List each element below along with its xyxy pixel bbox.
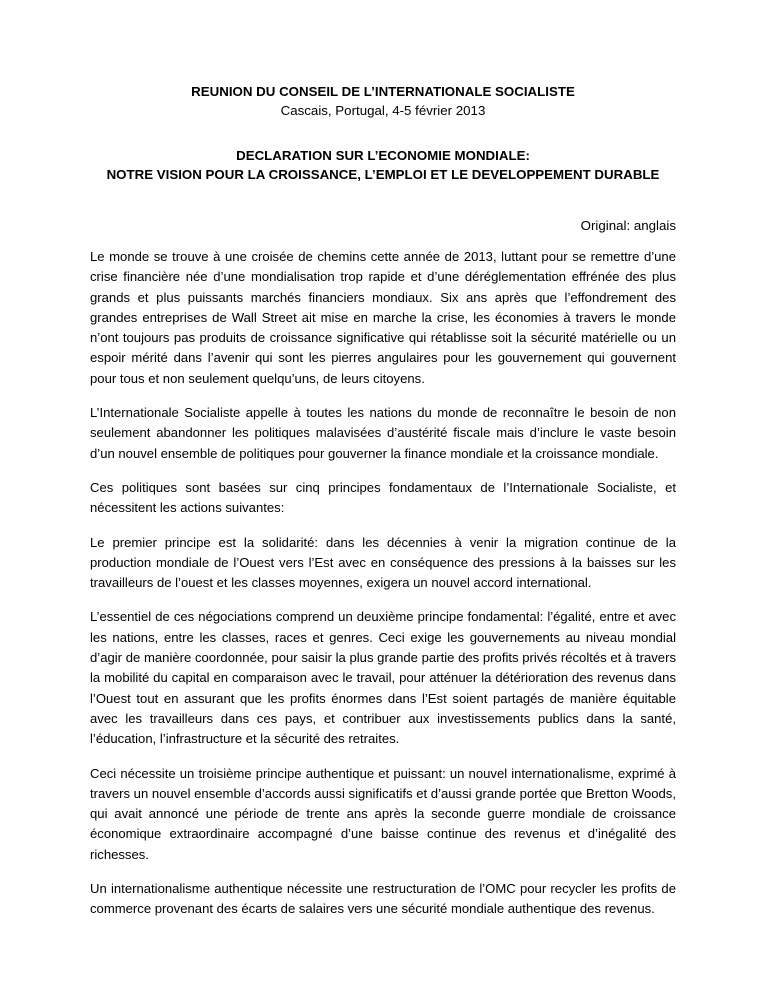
declaration-title-line-1: DECLARATION SUR L’ECONOMIE MONDIALE:: [236, 148, 530, 163]
meeting-header: [90, 82, 676, 120]
original-language-note: Original: anglais: [580, 218, 676, 233]
paragraph: Le premier principe est la solidarité: dans les décennies à venir la migration continue de la production mondiale de l’Ouest vers l’Est avec en conséquence des pressions à la baisses sur les travailleurs de l’ouest et les classes moyennes, exigera un nouvel accord international.: [90, 534, 676, 591]
paragraph: Ces politiques sont basées sur cinq principes fondamentaux de l’Internationale Socialiste, et nécessitent les actions suivantes:: [90, 479, 676, 516]
meeting-title: REUNION DU CONSEIL DE L’INTERNATIONALE SOCIALISTE: [191, 84, 575, 99]
paragraph: Ceci nécessite un troisième principe authentique et puissant: un nouvel internationalisme, exprimé à travers un nouvel ensemble d’accords aussi significatifs et d’aussi grande portée que Bretton Woods, qui avait annoncé une période de trente ans après la seconde guerre mondiale de croissance économique extraordinaire accompagné d’une baisse continue des revenus et d’inégalité des richesses.: [90, 765, 676, 862]
declaration-title: [90, 146, 676, 184]
paragraph: Le monde se trouve à une croisée de chemins cette année de 2013, luttant pour se remettre d’une crise financière née d’une mondialisation trop rapide et d’une déréglementation effrénée des plus grands et plus puissants marchés financiers mondiaux. Six ans après que l’effondrement des grandes entreprises de Wall Street ait mise en marche la crise, les économies à travers le monde n’ont toujours pas produits de croissance significative qui rétablisse soit la sécurité matérielle ou un espoir mérité dans l’avenir qui sont les pierres angulaires pour les gouvernement qui gouvernent pour tous et non seulement quelqu’uns, de leurs citoyens.: [90, 249, 676, 386]
paragraph: L’Internationale Socialiste appelle à toutes les nations du monde de reconnaître le besoin de non seulement abandonner les politiques malavisées d’austérité fiscale mais d’inclure le vaste besoin d’un nouvel ensemble de politiques pour gouverner la finance mondiale et la croissance mondiale.: [90, 405, 676, 461]
declaration-title-line-2: NOTRE VISION POUR LA CROISSANCE, L’EMPLOI ET LE DEVELOPPEMENT DURABLE: [106, 167, 660, 182]
paragraph: Un internationalisme authentique nécessite une restructuration de l’OMC pour recycler les profits de commerce provenant des écarts de salaires vers une sécurité mondiale authentique des revenus.: [90, 881, 676, 917]
document-content: [90, 80, 676, 920]
paragraph: L’essentiel de ces négociations comprend un deuxième principe fondamental: l’égalité, entre et avec les nations, entre les classes, races et genres. Ceci exige les gouvernements au niveau mondial d’agir de manière coordonnée, pour saisir la plus grande partie des profits privés récoltés et à travers la mobilité du capital en comparaison avec le travail, pour atténuer la détérioration des revenus dans l’Ouest tout en assurant que les profits énormes dans l’Est soient partagés de manière équitable avec les travailleurs dans ces pays, et contribuer aux investissements publics dans la santé, l’éducation, l’infrastructure et la sécurité des retraites.: [90, 609, 676, 747]
meeting-location: Cascais, Portugal, 4-5 février 2013: [280, 103, 486, 118]
